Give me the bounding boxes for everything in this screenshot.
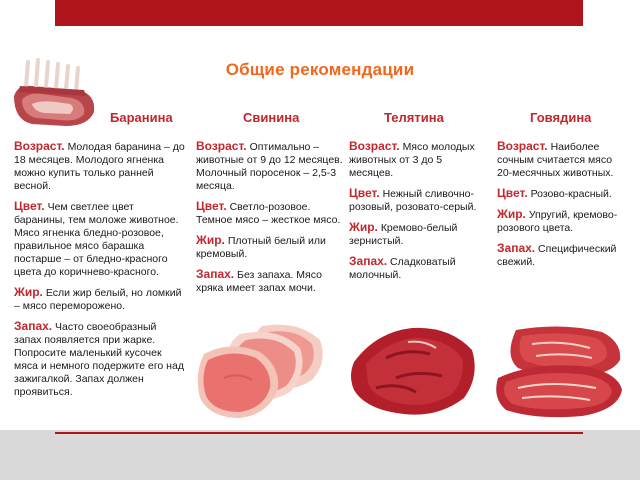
lamb-smell: Запах. Часто своеобразный запах появляется при жарке. Попросите маленький кусочек мяса и немного подержите его над зажигалкой. Запах должен проявиться.	[14, 319, 184, 398]
heading-veal: Телятина	[384, 110, 444, 125]
veal-age: Возраст. Мясо молодых животных от 3 до 5 месяцев.	[349, 139, 475, 179]
column-pork	[196, 140, 344, 302]
veal-image	[346, 318, 482, 422]
veal-fat: Жир. Кремово-белый зернистый.	[349, 220, 458, 247]
heading-lamb: Баранина	[110, 110, 173, 125]
bottom-gray-band	[0, 430, 640, 480]
column-veal	[349, 140, 487, 289]
pork-chops-image	[194, 318, 330, 422]
page-title: Общие рекомендации	[225, 60, 415, 79]
lamb-fat: Жир. Если жир белый, но ломкий – мясо переморожено.	[14, 285, 182, 312]
lamb-color: Цвет. Чем светлее цвет баранины, тем моложе животное. Мясо ягненка бледно-розовое, правильное мясо барашка постарше – от бледно-красного цвета до коричнево-красного.	[14, 199, 179, 278]
bottom-red-line	[55, 432, 583, 434]
veal-color: Цвет. Нежный сливочно-розовый, розовато-серый.	[349, 186, 477, 213]
heading-pork: Свинина	[243, 110, 300, 125]
beef-age: Возраст. Наиболее сочным считается мясо 20-месячных животных.	[497, 139, 614, 179]
lamb-rack-image	[8, 56, 100, 130]
beef-fat: Жир. Упругий, кремово-розового цвета.	[497, 207, 618, 234]
pork-fat: Жир. Плотный белый или кремовый.	[196, 233, 326, 260]
beef-color: Цвет. Розово-красный.	[497, 186, 612, 200]
top-red-bar	[55, 0, 583, 26]
beef-image	[492, 320, 628, 422]
pork-age: Возраст. Оптимально – животные от 9 до 12 месяцев. Молочный поросенок – 2,5-3 месяца.	[196, 139, 343, 192]
column-lamb	[14, 140, 186, 406]
veal-smell: Запах. Сладковатый молочный.	[349, 254, 456, 281]
heading-beef: Говядина	[530, 110, 592, 125]
lamb-age: Возраст. Молодая баранина – до 18 месяцев. Молодого ягненка можно купить только ранней весной.	[14, 139, 185, 192]
beef-smell: Запах. Специфический свежий.	[497, 241, 617, 268]
pork-smell: Запах. Без запаха. Мясо хряка имеет запах мочи.	[196, 267, 322, 294]
column-beef	[497, 140, 629, 276]
pork-color: Цвет. Светло-розовое. Темное мясо – жесткое мясо.	[196, 199, 341, 226]
